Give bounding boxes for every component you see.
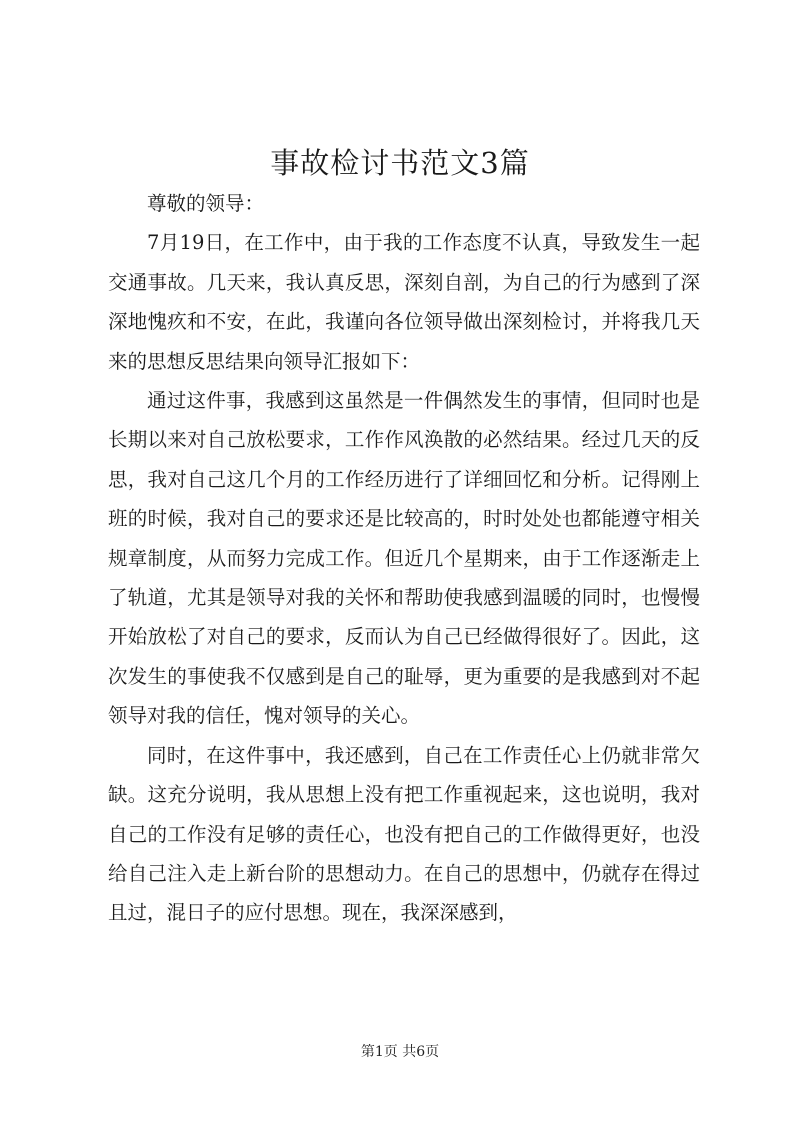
salutation: 尊敬的领导： (147, 192, 265, 215)
page-number: 第1页 共6页 (360, 1044, 440, 1060)
page-footer (0, 1042, 800, 1062)
document-body (108, 184, 700, 933)
body-paragraph: 通过这件事，我感到这虽然是一件偶然发生的事情，但同时也是长期以来对自己放松要求，工作作风涣散的必然结果。经过几天的反思，我对自己这几个月的工作经历进行了详细回忆和分析。记得刚上班的时候，我对自己的要求还是比较高的，时时处处也都能遵守相关规章制度，从而努力完成工作。但近几个星期来，由于工作逐渐走上了轨道，尤其是领导对我的关怀和帮助使我感到温暖的同时，也慢慢开始放松了对自己的要求，反而认为自己已经做得很好了。因此，这次发生的事使我不仅感到是自己的耻辱，更为重要的是我感到对不起领导对我的信任，愧对领导的关心。 (108, 389, 700, 728)
body-paragraph: 7月19日，在工作中，由于我的工作态度不认真，导致发生一起交通事故。几天来，我认真反思，深刻自剖，为自己的行为感到了深深地愧疚和不安，在此，我谨向各位领导做出深刻检讨，并将我几天来的思想反思结果向领导汇报如下： (108, 231, 700, 373)
document-title: 事故检讨书范文3篇 (270, 146, 530, 180)
body-paragraph: 同时，在这件事中，我还感到，自己在工作责任心上仍就非常欠缺。这充分说明，我从思想上没有把工作重视起来，这也说明，我对自己的工作没有足够的责任心，也没有把自己的工作做得更好，也没给自己注入走上新台阶的思想动力。在自己的思想中，仍就存在得过且过，混日子的应付思想。现在，我深深感到， (108, 743, 700, 925)
